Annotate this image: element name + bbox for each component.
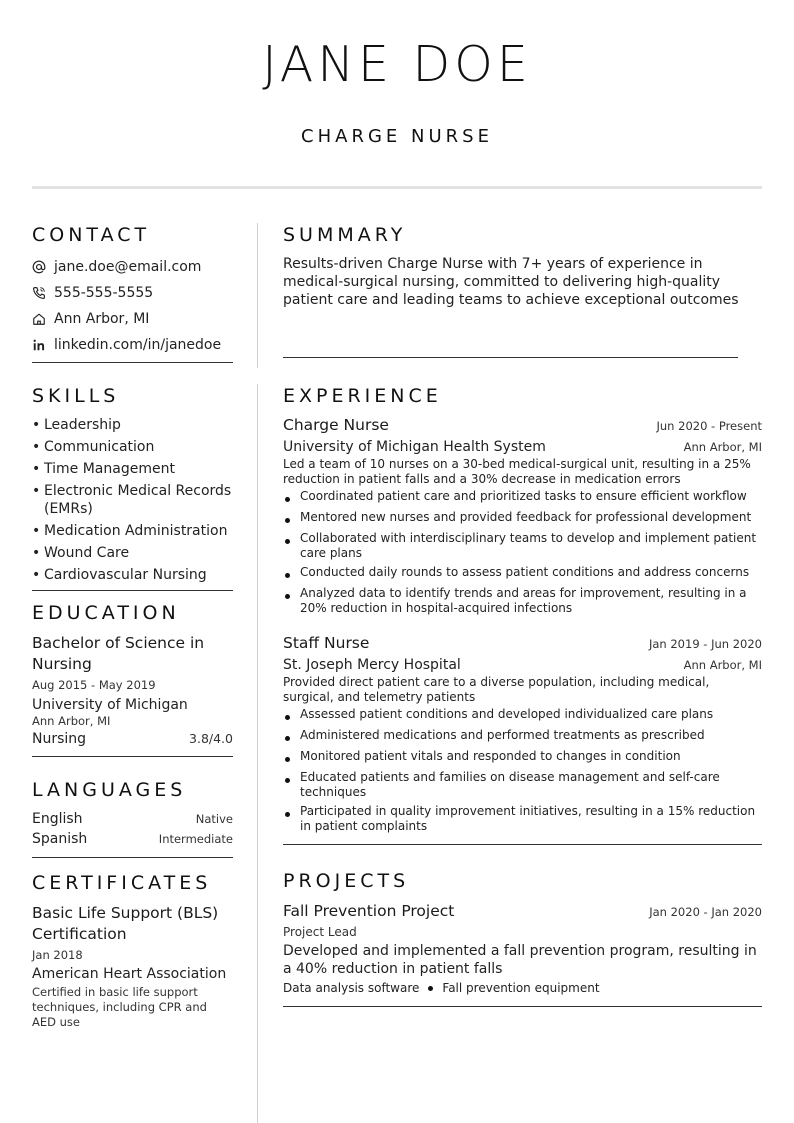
job-dates: Jan 2019 - Jun 2020 (648, 637, 762, 651)
job-entry (283, 633, 762, 834)
certificates-heading: CERTIFICATES (32, 872, 212, 894)
projects-divider (283, 1006, 762, 1007)
project-tool: Fall prevention equipment (442, 981, 600, 995)
project-dates: Jan 2020 - Jan 2020 (649, 905, 762, 919)
projects-section (283, 870, 762, 1007)
job-bullet: Administered medications and performed treatments as prescribed (283, 728, 762, 743)
job-bullet: Coordinated patient care and prioritized tasks to ensure efficient workflow (283, 489, 762, 504)
job-bullet: Analyzed data to identify trends and areas for improvement, resulting in a 20% reduction in hospital-acquired infections (283, 586, 762, 616)
job-bullet: Collaborated with interdisciplinary teams to develop and implement patient care plans (283, 531, 762, 561)
separator-dot-icon (428, 986, 433, 991)
job-bullet: Mentored new nurses and provided feedback for professional development (283, 510, 762, 525)
column-divider-top (257, 223, 258, 368)
project-role: Project Lead (283, 925, 357, 939)
contact-location (32, 306, 233, 332)
contact-phone[interactable] (32, 280, 233, 306)
job-location: Ann Arbor, MI (683, 440, 762, 454)
summary-text: Results-driven Charge Nurse with 7+ years of experience in medical-surgical nursing, committed to delivering high-quality patient care and leading teams to achieve exceptional outcomes (283, 256, 739, 308)
contact-email-text: jane.doe@email.com (54, 259, 202, 275)
contact-section (32, 224, 233, 363)
contact-phone-text: 555-555-5555 (54, 285, 154, 301)
education-location: Ann Arbor, MI (32, 714, 111, 728)
project-tools (283, 981, 762, 995)
projects-heading: PROJECTS (283, 870, 410, 892)
job-employer: St. Joseph Mercy Hospital (283, 657, 461, 673)
at-sign-icon (32, 260, 54, 274)
job-summary: Provided direct patient care to a diverse population, including medical, surgical, and telemetry patients (283, 675, 710, 704)
certificate-description: Certified in basic life support techniques, including CPR and AED use (32, 985, 207, 1029)
education-heading: EDUCATION (32, 602, 180, 624)
resume-name: JANE DOE (262, 36, 532, 93)
contact-linkedin[interactable] (32, 332, 233, 358)
skill-item: • Cardiovascular Nursing (32, 567, 207, 583)
skills-divider (32, 590, 233, 591)
certificate-date: Jan 2018 (32, 948, 83, 962)
languages-divider (32, 857, 233, 858)
skill-item: • Communication (32, 439, 155, 455)
job-bullet: Conducted daily rounds to assess patient conditions and address concerns (283, 565, 762, 580)
certificates-section (32, 872, 233, 1030)
certificate-issuer: American Heart Association (32, 966, 227, 982)
job-title: Charge Nurse (283, 416, 389, 434)
summary-heading: SUMMARY (283, 224, 407, 246)
resume-job-title: CHARGE NURSE (301, 126, 493, 147)
certificate-title: Basic Life Support (BLS) Certification (32, 904, 219, 943)
language-row: Spanish Intermediate (32, 831, 233, 847)
summary-divider (283, 357, 738, 358)
summary-section (283, 224, 762, 358)
job-summary: Led a team of 10 nurses on a 30-bed medical-surgical unit, resulting in a 25% reduction in patient falls and a 30% decrease in medication errors (283, 457, 751, 486)
contact-location-text: Ann Arbor, MI (54, 311, 150, 327)
experience-heading: EXPERIENCE (283, 385, 442, 407)
job-title: Staff Nurse (283, 634, 370, 652)
skill-item: • Medication Administration (32, 523, 228, 539)
header-divider (32, 186, 762, 189)
skills-section (32, 385, 233, 591)
project-description: Developed and implemented a fall prevention program, resulting in a 40% reduction in patient falls (283, 943, 757, 977)
linkedin-icon (32, 338, 54, 352)
skills-heading: SKILLS (32, 385, 120, 407)
job-dates: Jun 2020 - Present (656, 419, 762, 433)
education-degree: Bachelor of Science in Nursing (32, 634, 205, 673)
job-bullet: Participated in quality improvement initiatives, resulting in a 15% reduction in patient complaints (283, 804, 762, 834)
experience-divider (283, 844, 762, 845)
education-school: University of Michigan (32, 697, 188, 713)
job-entry (283, 415, 762, 616)
education-dates: Aug 2015 - May 2019 (32, 678, 156, 692)
languages-heading: LANGUAGES (32, 779, 187, 801)
contact-email[interactable] (32, 254, 233, 280)
contact-divider (32, 362, 233, 363)
job-location: Ann Arbor, MI (683, 658, 762, 672)
languages-section (32, 779, 233, 858)
education-section (32, 602, 233, 757)
education-field: Nursing (32, 731, 87, 747)
education-divider (32, 756, 233, 757)
phone-icon (32, 286, 54, 300)
job-employer: University of Michigan Health System (283, 439, 546, 455)
job-bullet: Educated patients and families on disease management and self-care techniques (283, 770, 762, 800)
project-title: Fall Prevention Project (283, 902, 455, 920)
project-tool: Data analysis software (283, 981, 420, 995)
skill-item: • Time Management (32, 461, 175, 477)
experience-section (283, 385, 762, 845)
contact-heading: CONTACT (32, 224, 151, 246)
skill-item: • Electronic Medical Records (EMRs) (32, 483, 232, 517)
education-gpa: 3.8/4.0 (189, 731, 233, 746)
skill-item: • Wound Care (32, 545, 130, 561)
job-bullet: Assessed patient conditions and developed individualized care plans (283, 707, 762, 722)
language-row: English Native (32, 811, 233, 827)
home-icon (32, 312, 54, 326)
contact-linkedin-text: linkedin.com/in/janedoe (54, 337, 222, 353)
skill-item: • Leadership (32, 417, 121, 433)
job-bullet: Monitored patient vitals and responded to changes in condition (283, 749, 762, 764)
column-divider-bottom (257, 384, 258, 1123)
